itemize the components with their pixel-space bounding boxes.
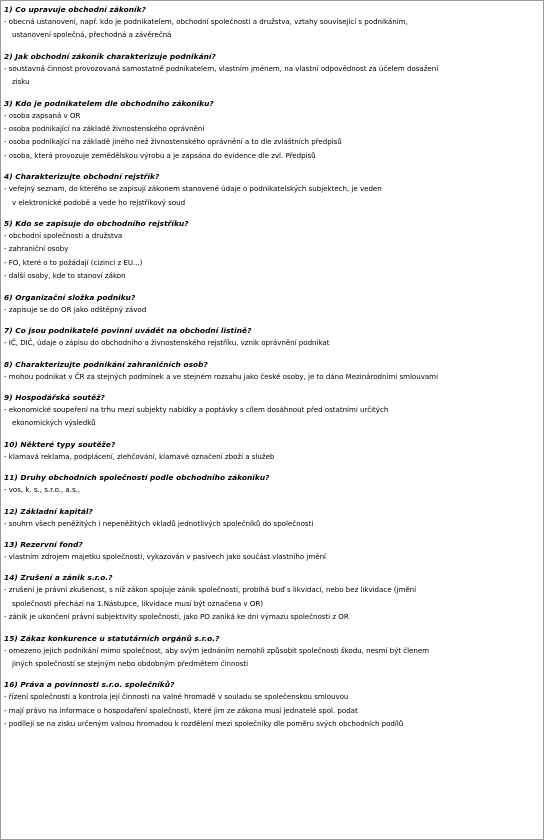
section-2: [4, 51, 543, 89]
section-8: [4, 359, 543, 383]
answer-line: - další osoby, kde to stanoví zákon: [4, 271, 126, 281]
section-1: [4, 4, 543, 42]
question-heading: 14) Zrušení a zánik s.r.o.?: [4, 573, 113, 583]
section-9: [4, 392, 543, 430]
answer-line: - osoba podnikající na základě jiného než živnostenského oprávnění a to dle zvláštních předpisů: [4, 137, 342, 147]
answer-line: - vlastním zdrojem majetku společnosti, vykazován v pasivech jako součást vlastního jmění: [4, 551, 326, 561]
answer-line: - IČ, DIČ, údaje o zápisu do obchodního a živnostenského rejstříku, vznik oprávnění podnikat: [4, 338, 330, 348]
section-12: [4, 506, 543, 530]
answer-line: - klamavá reklama, podplácení, zlehčování, klamavé označení zboží a služeb: [4, 451, 275, 461]
section-5: [4, 218, 543, 283]
section-6: [4, 292, 543, 316]
answer-line: - osoba, která provozuje zemědělskou výrobu a je zapsána do evidence dle zvl. Předpisů: [4, 150, 316, 160]
answer-line: - podílejí se na zisku určeným valnou hromadou k rozdělení mezi společníky dle poměru svých obchodních podílů: [4, 719, 404, 729]
answer-line: - osoba podnikající na základě živnostenského oprávnění: [4, 124, 205, 134]
section-11: [4, 472, 543, 496]
question-heading: 4) Charakterizujte obchodní rejstřík?: [4, 172, 160, 182]
question-heading: 15) Zákaz konkurence u statutárních orgánů s.r.o.?: [4, 633, 220, 643]
question-heading: 12) Základní kapitál?: [4, 506, 93, 516]
question-heading: 16) Práva a povinnosti s.r.o. společníků?: [4, 680, 175, 690]
section-16: [4, 679, 543, 730]
answer-line: jiných společností se stejným nebo obdobným předmětem činnosti: [12, 658, 249, 668]
answer-line: - veřejný seznam, do kterého se zapisují zákonem stanovené údaje o podnikatelských subjektech, je veden: [4, 184, 382, 194]
section-10: [4, 439, 543, 463]
section-7: [4, 325, 543, 349]
answer-line: - vos, k. s., s.r.o., a.s.,: [4, 485, 81, 495]
question-heading: 9) Hospodářská soutěž?: [4, 392, 105, 402]
answer-line: - soustavná činnost provozovaná samostatně podnikatelem, vlastním jménem, na vlastní odpovědnost za účelem dosažení: [4, 63, 439, 73]
answer-line: - mohou podnikat v ČR za stejných podmínek a ve stejném rozsahu jako české osoby, je to dáno Mezinárodními smlouvami: [4, 371, 439, 381]
answer-line: zisku: [12, 77, 30, 87]
answer-line: - obchodní společnosti a družstva: [4, 231, 123, 241]
answer-line: společnosti přechází na 1.Nástupce, likvidace musí být označena v OR): [12, 598, 263, 608]
answer-line: - zapisuje se do OR jako odštěpný závod: [4, 304, 147, 314]
question-heading: 7) Co jsou podnikatelé povinni uvádět na obchodní listině?: [4, 326, 252, 336]
answer-line: - řízení společnosti a kontrola její činnosti na valné hromadě v souladu se společenskou smlouvou: [4, 692, 349, 702]
question-heading: 3) Kdo je podnikatelem dle obchodního zákoníku?: [4, 98, 214, 108]
question-heading: 10) Některé typy soutěže?: [4, 439, 116, 449]
answer-line: - zánik je ukončení právní subjektivity společnosti, jako PO zaniká ke dni výmazu společnosti z OR: [4, 612, 349, 622]
answer-line: ustanovení společná, přechodná a závěrečná: [12, 30, 172, 40]
section-4: [4, 171, 543, 209]
answer-line: v elektronické podobě a vede ho rejstříkový soud: [12, 197, 186, 207]
answer-line: ekonomických výsledků: [12, 418, 96, 428]
section-14: [4, 572, 543, 623]
answer-line: - omezeno jejich podnikání mimo společnost, aby svým jednáním nemohli způsobit společnosti škodu, nesmí být členem: [4, 645, 430, 655]
question-heading: 13) Rezervní fond?: [4, 539, 83, 549]
question-heading: 8) Charakterizujte podnikání zahraničních osob?: [4, 359, 208, 369]
question-heading: 1) Co upravuje obchodní zákoník?: [4, 5, 146, 14]
section-15: [4, 633, 543, 671]
answer-line: - mají právo na informace o hospodaření společnosti, které jim ze zákona musí jednatelé spol. podat: [4, 705, 358, 715]
question-heading: 2) Jak obchodní zákoník charakterizuje podnikání?: [4, 51, 216, 61]
question-heading: 11) Druhy obchodních společností podle obchodního zákoníku?: [4, 473, 270, 483]
answer-line: - FO, které o to požádají (cizinci z EU...): [4, 257, 143, 267]
answer-line: - osoba zapsaná v OR: [4, 110, 81, 120]
answer-line: - obecná ustanovení, např. kdo je podnikatelem, obchodní společnosti a družstva, vztahy související s podnikáním,: [4, 17, 408, 26]
answer-line: - souhrn všech peněžitých i nepeněžitých vkladů jednotlivých společníků do společnosti: [4, 518, 314, 528]
question-heading: 6) Organizační složka podniku?: [4, 292, 136, 302]
answer-line: - zrušení je právní zkušenost, s níž zákon spojuje zánik společnosti, probíhá buď s likvidací, nebo bez likvidace (jmění: [4, 585, 417, 595]
section-3: [4, 98, 543, 163]
section-13: [4, 539, 543, 563]
question-heading: 5) Kdo se zapisuje do obchodního rejstříku?: [4, 219, 189, 229]
answer-line: - zahraniční osoby: [4, 244, 69, 254]
answer-line: - ekonomické soupeření na trhu mezi subjekty nabídky a poptávky s cílem dosáhnout před ostatními určitých: [4, 404, 389, 414]
